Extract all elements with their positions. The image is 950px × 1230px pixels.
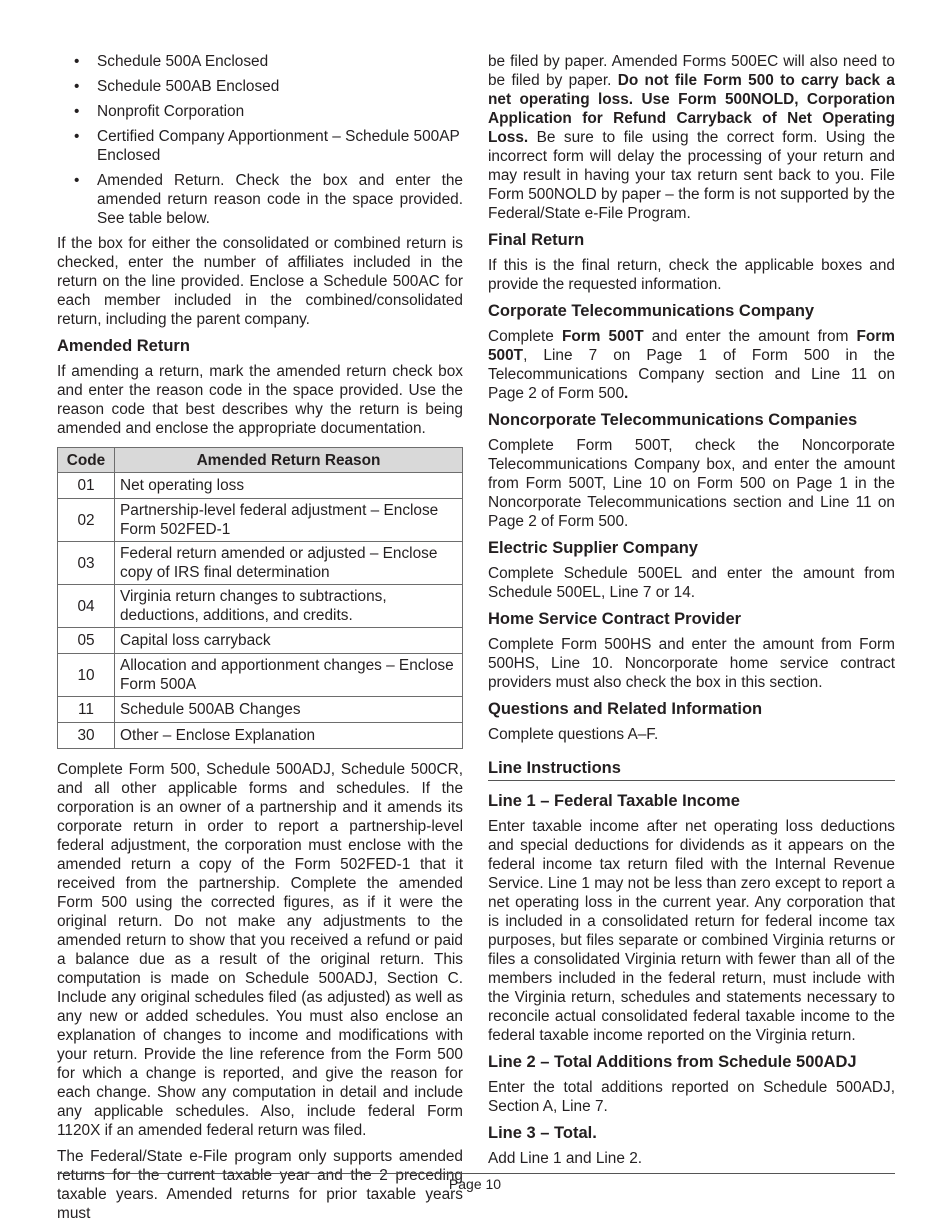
reason-cell: Federal return amended or adjusted – Enclose copy of IRS final determination (115, 542, 463, 585)
text-segment: and enter the amount from (643, 328, 857, 345)
code-cell: 10 (58, 654, 115, 697)
paragraph (488, 327, 895, 403)
bold-text: Form 500T (488, 328, 895, 364)
paragraph (488, 52, 895, 223)
section-heading: Home Service Contract Provider (488, 610, 742, 628)
table-row (58, 499, 463, 542)
list-item: • Amended Return. Check the box and enter the amended return reason code in the space provided. See table below. (57, 171, 463, 228)
checkbox-list (57, 52, 463, 228)
reason-cell: Other – Enclose Explanation (115, 723, 463, 749)
code-cell: 02 (58, 499, 115, 542)
paragraph: Enter taxable income after net operating loss deductions and special deductions for dividends as it appears on the federal income tax return filed with the Internal Revenue Service. Line 1 may not be less than zero except to report a net operating loss in the current year. Any corporation that is included in a consolidated return for federal income tax purposes, but files separate or combined Virginia returns or files a consolidated Virginia return with fewer than all of the members included in the federal return, must include with the Virginia return, schedules and statements necessary to reconcile actual consolidated federal taxable income to the federal taxable income reported on the Virginia return. (488, 818, 895, 1044)
section-heading: Final Return (488, 231, 585, 249)
section-heading: Line 1 – Federal Taxable Income (488, 792, 740, 810)
section-heading: Corporate Telecommunications Company (488, 302, 815, 320)
left-column (57, 52, 463, 1230)
paragraph: Complete Form 500T, check the Noncorporate Telecommunications Company box, and enter the amount from Form 500T, Line 10 on Form 500 on Page 1 in the Noncorporate Telecommunications section and Line 11 on Page 2 of Form 500. (488, 437, 895, 530)
reason-cell: Partnership-level federal adjustment – Enclose Form 502FED-1 (115, 499, 463, 542)
code-cell: 11 (58, 697, 115, 723)
column-header: Code (58, 448, 115, 473)
section-heading: Amended Return (57, 337, 190, 355)
amended-reason-table (57, 447, 463, 749)
page-number: Page 10 (448, 1176, 502, 1192)
section-heading: Line 2 – Total Additions from Schedule 500ADJ (488, 1053, 857, 1071)
table-row (58, 473, 463, 499)
code-cell: 01 (58, 473, 115, 499)
section-heading: Line 3 – Total. (488, 1124, 597, 1142)
paragraph: If the box for either the consolidated or combined return is checked, enter the number of affiliates included in the return on the line provided. Enclose a Schedule 500AC for each member included in the combined/consolidated return, including the parent company. (57, 235, 463, 328)
table-row (58, 628, 463, 654)
table-row (58, 723, 463, 749)
reason-cell: Allocation and apportionment changes – Enclose Form 500A (115, 654, 463, 697)
list-item: • Nonprofit Corporation (57, 102, 463, 121)
paragraph: Add Line 1 and Line 2. (488, 1150, 643, 1167)
reason-cell: Net operating loss (115, 473, 463, 499)
reason-cell: Virginia return changes to subtractions, deductions, additions, and credits. (115, 585, 463, 628)
text-segment: , Line 7 on Page 1 of Form 500 in the Telecommunications Company section and Line 11 on Page 2 of Form 500 (488, 347, 895, 402)
paragraph: Enter the total additions reported on Schedule 500ADJ, Section A, Line 7. (488, 1079, 895, 1115)
paragraph: If this is the final return, check the applicable boxes and provide the requested information. (488, 257, 895, 293)
text-segment: Complete (488, 328, 562, 345)
paragraph: Complete Schedule 500EL and enter the amount from Schedule 500EL, Line 7 or 14. (488, 565, 895, 601)
table-row (58, 585, 463, 628)
paragraph: Complete questions A–F. (488, 726, 659, 743)
code-cell: 30 (58, 723, 115, 749)
code-cell: 03 (58, 542, 115, 585)
text-segment: be filed by paper. Amended Forms 500EC will also need to be filed by paper. (488, 53, 895, 89)
text-segment: Be sure to file using the correct form. Using the incorrect form will delay the processing of your return and may result in having your tax return sent back to you. File Form 500NOLD by paper – the form is not supported by the Federal/State e-File Program. (488, 129, 895, 222)
paragraph: Complete Form 500HS and enter the amount from Form 500HS, Line 10. Noncorporate home service contract providers must also check the box in this section. (488, 636, 895, 691)
reason-cell: Capital loss carryback (115, 628, 463, 654)
bold-text: Do not file Form 500 to carry back a net operating loss. Use Form 500NOLD, Corporation Application for Refund Carryback of Net Operating Loss. (488, 72, 895, 146)
section-heading: Noncorporate Telecommunications Companies (488, 411, 858, 429)
table-row (58, 697, 463, 723)
paragraph: If amending a return, mark the amended return check box and enter the reason code in the space provided. Use the reason code that best describes why the return is being amended and enclose the appropriate documentation. (57, 363, 463, 437)
section-heading: Line Instructions (488, 758, 895, 781)
bold-text: . (624, 385, 629, 402)
footer-divider (57, 1173, 895, 1174)
list-item: • Schedule 500AB Enclosed (57, 77, 463, 96)
reason-cell: Schedule 500AB Changes (115, 697, 463, 723)
column-header: Amended Return Reason (115, 448, 463, 473)
bold-text: Form 500T (561, 328, 644, 345)
table-row (58, 654, 463, 697)
code-cell: 04 (58, 585, 115, 628)
table-row (58, 542, 463, 585)
paragraph: The Federal/State e-File program only supports amended returns for the current taxable year and the 2 preceding taxable years. Amended returns for prior taxable years must (57, 1148, 463, 1222)
paragraph: Complete Form 500, Schedule 500ADJ, Schedule 500CR, and all other applicable forms and schedules. If the corporation is an owner of a partnership and it amends its corporate return in order to report a partnership-level federal adjustment, the corporation must enclose with the amended return a copy of the Form 502FED-1 that it received from the partnership. Complete the amended Form 500 using the corrected figures, as if it were the original return. Do not make any adjustments to the amended return to show that you received a refund or paid a balance due as a result of the original return. This computation is made on Schedule 500ADJ, Section C. Include any original schedules filed (as adjusted) as well as any new or added schedules. You must also enclose an explanation of changes to income and modifications with your return. Provide the line reference from the Form 500 for which a change is reported, and give the reason for each change. Show any computation in detail and include any applicable schedules. Also, include federal Form 1120X if an amended federal return was filed. (57, 761, 463, 1139)
section-heading: Questions and Related Information (488, 700, 763, 718)
list-item: • Schedule 500A Enclosed (57, 52, 463, 71)
section-heading: Electric Supplier Company (488, 539, 698, 557)
right-column (488, 52, 895, 1175)
code-cell: 05 (58, 628, 115, 654)
list-item: • Certified Company Apportionment – Schedule 500AP Enclosed (57, 127, 463, 165)
